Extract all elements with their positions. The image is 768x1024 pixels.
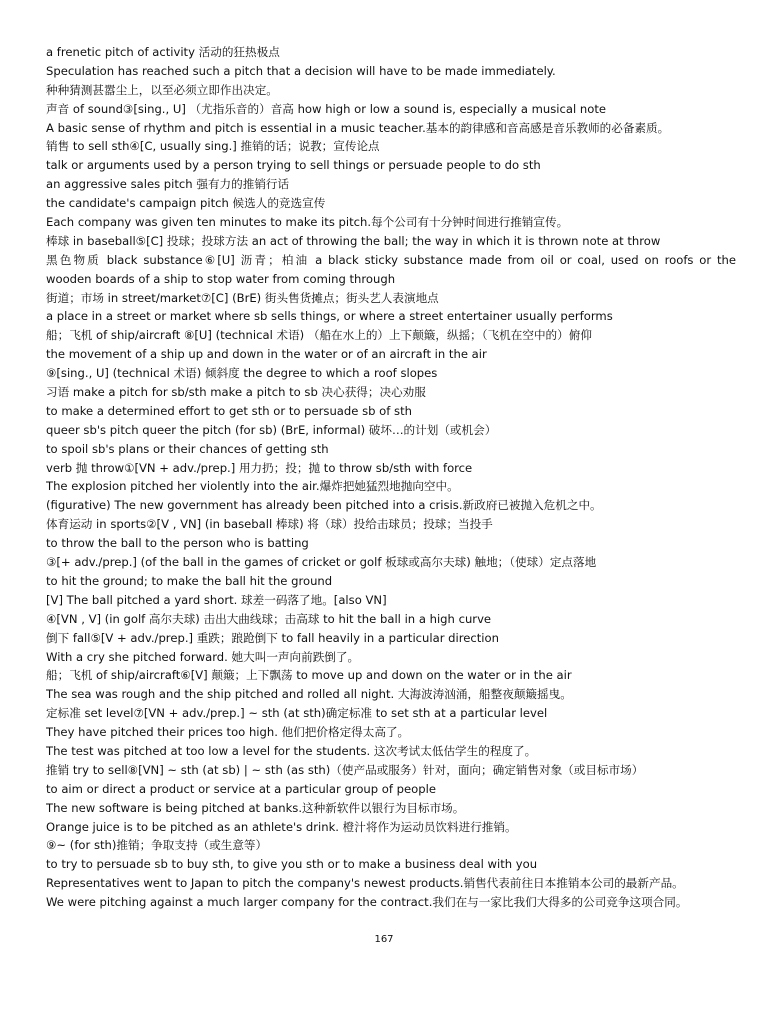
text-line: ③[+ adv./prep.] (of the ball in the games of cricket or golf 板球或高尔夫球) 触地；（使球）定点落地 bbox=[46, 555, 597, 570]
text-line: A basic sense of rhythm and pitch is essential in a music teacher.基本的韵律感和音高感是音乐教师的必备素质。 bbox=[46, 120, 670, 135]
text-line: verb 抛 throw①[VN + adv./prep.] 用力扔；投；抛 to throw sb/sth with force bbox=[46, 460, 473, 475]
text-line: 街道；市场 in street/market⑦[C] (BrE) 街头售货摊点；街头艺人表演地点 bbox=[46, 290, 439, 305]
text-line: 棒球 in baseball⑤[C] 投球；投球方法 an act of throwing the ball; the way in which it is thrown note at throw bbox=[46, 233, 661, 248]
text-line: Representatives went to Japan to pitch the company's newest products.销售代表前往日本推销本公司的最新产品。 bbox=[46, 876, 684, 891]
text-line: the candidate's campaign pitch 候选人的竞选宣传 bbox=[46, 196, 326, 211]
text-line: Each company was given ten minutes to make its pitch.每个公司有十分钟时间进行推销宣传。 bbox=[46, 215, 569, 230]
text-line: talk or arguments used by a person trying to sell things or persuade people to do sth bbox=[46, 158, 541, 173]
text-line: a place in a street or market where sb sells things, or where a street entertainer usually performs bbox=[46, 309, 613, 324]
text-line: queer sb's pitch queer the pitch (for sb) (BrE, informal) 破坏…的计划（或机会） bbox=[46, 422, 497, 437]
text-line: 倒下 fall⑤[V + adv./prep.] 重跌；踉跄倒下 to fall heavily in a particular direction bbox=[46, 630, 499, 645]
text-line: The explosion pitched her violently into the air.爆炸把她猛烈地抛向空中。 bbox=[46, 479, 459, 494]
text-line: to aim or direct a product or service at a particular group of people bbox=[46, 781, 436, 796]
text-line: (figurative) The new government has already been pitched into a crisis.新政府已被抛入危机之中。 bbox=[46, 498, 602, 513]
text-line: to make a determined effort to get sth or to persuade sb of sth bbox=[46, 403, 412, 418]
text-line: The test was pitched at too low a level for the students. 这次考试太低估学生的程度了。 bbox=[46, 743, 537, 758]
text-line: ④[VN , V] (in golf 高尔夫球) 击出大曲线球；击高球 to hit the ball in a high curve bbox=[46, 611, 492, 626]
text-line: We were pitching against a much larger company for the contract.我们在与一家比我们大得多的公司竞争这项合同。 bbox=[46, 895, 688, 910]
document-body bbox=[46, 43, 736, 912]
text-line: to spoil sb's plans or their chances of getting sth bbox=[46, 441, 329, 456]
text-line: 习语 make a pitch for sb/sth make a pitch to sb 决心获得；决心劝服 bbox=[46, 385, 426, 400]
text-line: 声音 of sound③[sing., U] （尤指乐音的）音高 how high or low a sound is, especially a musical note bbox=[46, 101, 607, 116]
text-line: an aggressive sales pitch 强有力的推销行话 bbox=[46, 177, 290, 192]
text-line: 推销 try to sell⑧[VN] ~ sth (at sb) | ~ sth (as sth)（使产品或服务）针对，面向；确定销售对象（或目标市场） bbox=[46, 762, 644, 777]
text-line: ⑨[sing., U] (technical 术语) 倾斜度 the degree to which a roof slopes bbox=[46, 366, 438, 381]
text-line: They have pitched their prices too high. 他们把价格定得太高了。 bbox=[46, 725, 410, 740]
text-line: to hit the ground; to make the ball hit the ground bbox=[46, 573, 333, 588]
text-line: ⑨~ (for sth)推销；争取支持（或生意等） bbox=[46, 838, 268, 853]
text-line: Orange juice is to be pitched as an athlete's drink. 橙汁将作为运动员饮料进行推销。 bbox=[46, 819, 517, 834]
text-line: 船；飞机 of ship/aircraft ⑧[U] (technical 术语) （船在水上的）上下颠簸，纵摇；（飞机在空中的）俯仰 bbox=[46, 328, 592, 343]
text-line: the movement of a ship up and down in the water or of an aircraft in the air bbox=[46, 347, 487, 362]
text-line: 船；飞机 of ship/aircraft⑥[V] 颠簸；上下飘荡 to move up and down on the water or in the air bbox=[46, 668, 572, 683]
text-line: a frenetic pitch of activity 活动的狂热极点 bbox=[46, 45, 280, 59]
text-line: 体育运动 in sports②[V , VN] (in baseball 棒球) 将（球）投给击球员；投球；当投手 bbox=[46, 517, 493, 532]
text-line: to try to persuade sb to buy sth, to give you sth or to make a business deal with you bbox=[46, 857, 538, 872]
text-line: 种种猜测甚嚣尘上，以至必须立即作出决定。 bbox=[46, 82, 278, 97]
text-line: With a cry she pitched forward. 她大叫一声向前跌倒了。 bbox=[46, 649, 360, 664]
text-line: Speculation has reached such a pitch that a decision will have to be made immediately. bbox=[46, 63, 556, 78]
text-line: 黑色物质 black substance⑥[U] 沥青；柏油 a black sticky substance made from oil or coal, used on roofs or the bbox=[46, 252, 736, 267]
page-number: 167 bbox=[374, 934, 394, 945]
text-line: to throw the ball to the person who is batting bbox=[46, 536, 309, 551]
text-line: [V] The ball pitched a yard short. 球差一码落了地。[also VN] bbox=[46, 592, 387, 607]
text-line: 销售 to sell sth④[C, usually sing.] 推销的话；说教；宣传论点 bbox=[46, 139, 380, 154]
text-line: wooden boards of a ship to stop water from coming through bbox=[46, 271, 396, 286]
text-line: The new software is being pitched at banks.这种新软件以银行为目标市场。 bbox=[46, 800, 465, 815]
text-line: The sea was rough and the ship pitched and rolled all night. 大海波涛汹涌，船整夜颠簸摇曳。 bbox=[46, 687, 572, 702]
text-line: 定标准 set level⑦[VN + adv./prep.] ~ sth (at sth)确定标准 to set sth at a particular level bbox=[46, 706, 548, 721]
